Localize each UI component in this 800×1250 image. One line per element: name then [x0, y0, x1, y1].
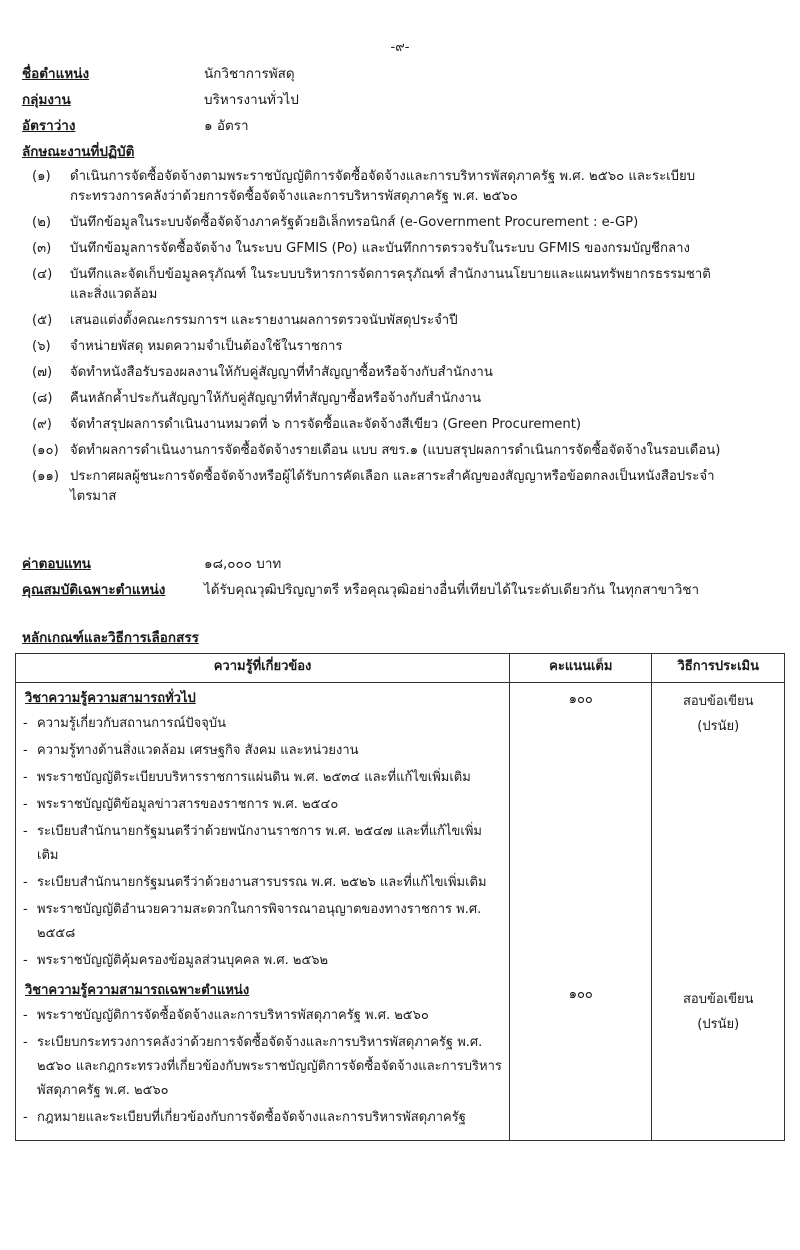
criteria-table [15, 653, 785, 1141]
list-item: - ความรู้ทางด้านสิ่งแวดล้อม เศรษฐกิจ สังคม และหน่วยงาน [23, 743, 359, 758]
duty-item: (๑๐) จัดทำผลการดำเนินงานการจัดซื้อจัดจ้างรายเดือน แบบ สขร.๑ (แบบสรุปผลการดำเนินการจัดซื้อจัดจ้างในรอบเดือน) [32, 443, 721, 458]
work-group-label: กลุ่มงาน [22, 92, 71, 108]
general-knowledge-title: วิชาความรู้ความสามารถทั่วไป [25, 691, 196, 706]
list-item: - ระเบียบกระทรวงการคลังว่าด้วยการจัดซื้อจัดจ้างและการบริหารพัสดุภาครัฐ พ.ศ. ๒๕๖๐ และกฎกระทรวงที่เกี่ยวข้องกับพระราชบัญญัติการจัดซื้อจัดจ้างและการบริหารพัสดุภาครัฐ พ.ศ. ๒๕๖๐ [23, 1035, 502, 1098]
general-knowledge-method: สอบข้อเขียน (ปรนัย) [682, 694, 754, 734]
header-full-score: คะแนนเต็ม [510, 654, 652, 683]
duty-item: (๑) ดำเนินการจัดซื้อจัดจ้างตามพระราชบัญญัติการจัดซื้อจัดจ้างและการบริหารพัสดุภาครัฐ พ.ศ. ๒๕๖๐ และระเบียบกระทรวงการคลังว่าด้วยการจัดซื้อจัดจ้างและการบริหารพัสดุภาครัฐ พ.ศ. ๒๕๖๐ [32, 169, 696, 204]
duties-title: ลักษณะงานที่ปฏิบัติ [22, 144, 135, 160]
list-item: - พระราชบัญญัติการจัดซื้อจัดจ้างและการบริหารพัสดุภาครัฐ พ.ศ. ๒๕๖๐ [23, 1008, 429, 1023]
table-header-row [16, 654, 785, 683]
page-number: -๙- [390, 40, 410, 55]
duties-list [24, 167, 734, 513]
duty-item: (๘) คืนหลักค้ำประกันสัญญาให้กับคู่สัญญาที่ทำสัญญาซื้อหรือจ้างกับสำนักงาน [32, 391, 482, 406]
duty-item: (๔) บันทึกและจัดเก็บข้อมูลครุภัณฑ์ ในระบบบริหารการจัดการครุภัณฑ์ สำนักงานนโยบายและแผนทรัพยากรธรรมชาติและสิ่งแวดล้อม [32, 267, 711, 302]
general-knowledge-score: ๑๐๐ [568, 692, 593, 707]
vacancy-value: ๑ อัตรา [204, 118, 249, 134]
header-knowledge: ความรู้ที่เกี่ยวข้อง [16, 654, 510, 683]
criteria-title: หลักเกณฑ์และวิธีการเลือกสรร [22, 630, 199, 646]
list-item: - พระราชบัญญัติระเบียบบริหารราชการแผ่นดิน พ.ศ. ๒๕๓๔ และที่แก้ไขเพิ่มเติม [23, 770, 471, 785]
table-body-row [16, 683, 785, 1141]
list-item: - พระราชบัญญัติคุ้มครองข้อมูลส่วนบุคคล พ.ศ. ๒๕๖๒ [23, 953, 329, 968]
knowledge-cell [16, 683, 510, 1141]
specific-knowledge-title: วิชาความรู้ความสามารถเฉพาะตำแหน่ง [25, 983, 250, 998]
qualification-label: คุณสมบัติเฉพาะตำแหน่ง [22, 582, 166, 598]
specific-knowledge-list [17, 1004, 508, 1130]
qualification-value: ได้รับคุณวุฒิปริญญาตรี หรือคุณวุฒิอย่างอื่นที่เทียบได้ในระดับเดียวกัน ในทุกสาขาวิชา [204, 582, 700, 598]
duty-item: (๕) เสนอแต่งตั้งคณะกรรมการฯ และรายงานผลการตรวจนับพัสดุประจำปี [32, 313, 458, 328]
work-group-value: บริหารงานทั่วไป [204, 92, 299, 108]
list-item: - ระเบียบสำนักนายกรัฐมนตรีว่าด้วยงานสารบรรณ พ.ศ. ๒๕๒๖ และที่แก้ไขเพิ่มเติม [23, 875, 487, 890]
list-item: - พระราชบัญญัติอำนวยความสะดวกในการพิจารณาอนุญาตของทางราชการ พ.ศ. ๒๕๕๘ [23, 902, 482, 941]
position-title-label: ชื่อตำแหน่ง [22, 66, 90, 82]
duty-item: (๓) บันทึกข้อมูลการจัดซื้อจัดจ้าง ในระบบ GFMIS (Po) และบันทึกการตรวจรับในระบบ GFMIS ของกรมบัญชีกลาง [32, 241, 690, 256]
vacancy-label: อัตราว่าง [22, 118, 76, 134]
method-cell [652, 683, 785, 1141]
duty-item: (๙) จัดทำสรุปผลการดำเนินงานหมวดที่ ๖ การจัดซื้อและจัดจ้างสีเขียว (Green Procurement) [32, 417, 582, 432]
duty-item: (๑๑) ประกาศผลผู้ชนะการจัดซื้อจัดจ้างหรือผู้ได้รับการคัดเลือก และสาระสำคัญของสัญญาหรือข้อตกลงเป็นหนังสือประจำไตรมาส [32, 469, 715, 504]
duty-item: (๖) จำหน่ายพัสดุ หมดความจำเป็นต้องใช้ในราชการ [32, 339, 343, 354]
duty-item: (๒) บันทึกข้อมูลในระบบจัดซื้อจัดจ้างภาครัฐด้วยอิเล็กทรอนิกส์ (e-Government Procurement : e-GP) [32, 215, 639, 230]
compensation-value: ๑๘,๐๐๐ บาท [204, 556, 282, 572]
list-item: - ระเบียบสำนักนายกรัฐมนตรีว่าด้วยพนักงานราชการ พ.ศ. ๒๕๔๗ และที่แก้ไขเพิ่มเติม [23, 824, 482, 863]
specific-knowledge-method: สอบข้อเขียน (ปรนัย) [682, 992, 754, 1032]
specific-knowledge-score: ๑๐๐ [568, 987, 593, 1002]
duty-item: (๗) จัดทำหนังสือรับรองผลงานให้กับคู่สัญญาที่ทำสัญญาซื้อหรือจ้างกับสำนักงาน [32, 365, 493, 380]
header-evaluation-method: วิธีการประเมิน [652, 654, 785, 683]
list-item: - ความรู้เกี่ยวกับสถานการณ์ปัจจุบัน [23, 716, 227, 731]
score-cell [510, 683, 652, 1141]
compensation-label: ค่าตอบแทน [22, 556, 91, 572]
position-title-value: นักวิชาการพัสดุ [204, 66, 295, 82]
general-knowledge-list [17, 712, 508, 973]
list-item: - กฎหมายและระเบียบที่เกี่ยวข้องกับการจัดซื้อจัดจ้างและการบริหารพัสดุภาครัฐ [23, 1110, 466, 1125]
list-item: - พระราชบัญญัติข้อมูลข่าวสารของราชการ พ.ศ. ๒๕๔๐ [23, 797, 339, 812]
